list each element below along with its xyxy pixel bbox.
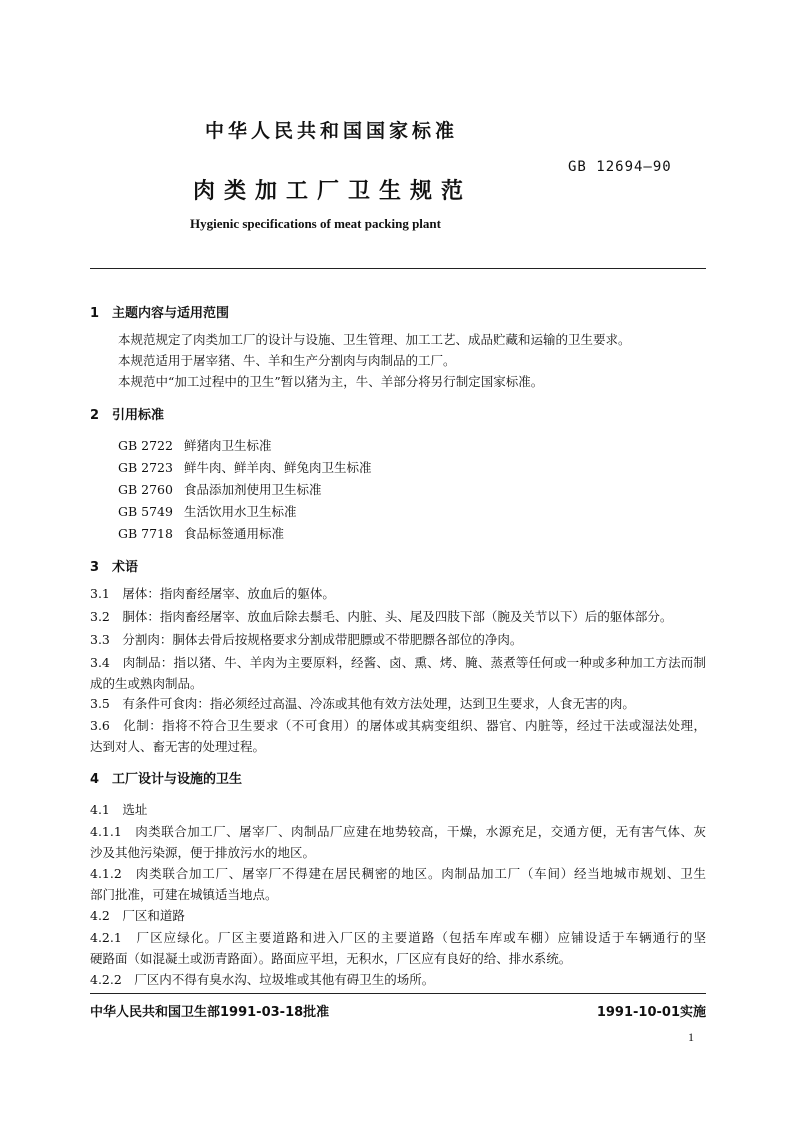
term-text-continued: 成的生或熟肉制品。: [90, 676, 203, 691]
reference-title: 食品添加剂使用卫生标准: [184, 482, 322, 497]
document-subtitle-english: Hygienic specifications of meat packing plant: [190, 216, 441, 231]
clause-text: 4.2 厂区和道路: [90, 908, 185, 923]
section-heading: 3 术语: [90, 560, 139, 575]
reference-title: 鲜牛肉、鲜羊肉、鲜兔肉卫生标准: [184, 460, 372, 475]
page-number: 1: [688, 1030, 694, 1044]
clause-4-1-2: [90, 863, 706, 905]
term-text: 3.3 分割肉：胴体去骨后按规格要求分割成带肥膘或不带肥膘各部位的净肉。: [90, 632, 523, 647]
paragraph: 本规范规定了肉类加工厂的设计与设施、卫生管理、加工工艺、成品贮藏和运输的卫生要求。: [118, 332, 631, 347]
term-text: 3.5 有条件可食肉：指必须经过高温、冷冻或其他有效方法处理，达到卫生要求，人食无害的肉。: [90, 696, 635, 711]
term-3-2: [90, 606, 706, 627]
reference-row: [118, 458, 372, 476]
clause-4-2-2: [90, 969, 706, 990]
effective-date: 1991-10-01实施: [596, 1005, 706, 1020]
term-text: 3.1 屠体：指肉畜经屠宰、放血后的躯体。: [90, 586, 335, 601]
reference-row: [118, 436, 272, 454]
section-heading: 4 工厂设计与设施的卫生: [90, 772, 243, 787]
term-3-1: [90, 583, 706, 604]
clause-text: 4.2.1 厂区应绿化。厂区主要道路和进入厂区的主要道路（包括车库或车棚）应铺设适于车辆通行的坚: [90, 930, 706, 945]
reference-title: 鲜猪肉卫生标准: [184, 438, 272, 453]
reference-code: GB 2760: [118, 482, 173, 497]
term-text: 3.2 胴体：指肉畜经屠宰、放血后除去鬃毛、内脏、头、尾及四肢下部（腕及关节以下）后的躯体部分。: [90, 609, 673, 624]
paragraph: 本规范适用于屠宰猪、牛、羊和生产分割肉与肉制品的工厂。: [118, 353, 456, 368]
clause-4-1-1: [90, 821, 706, 863]
term-3-5: [90, 693, 706, 714]
clause-text: 4.1.1 肉类联合加工厂、屠宰厂、肉制品厂应建在地势较高，干燥，水源充足，交通方便，无有害气体、灰: [90, 824, 706, 839]
reference-code: GB 7718: [118, 526, 173, 541]
header-divider: [90, 268, 706, 269]
clause-4-2: [90, 905, 706, 926]
clause-text-continued: 部门批准，可建在城镇适当地点。: [90, 887, 278, 902]
document-title: 肉类加工厂卫生规范: [193, 179, 473, 204]
reference-title: 生活饮用水卫生标准: [184, 504, 297, 519]
clause-4-1: [90, 799, 706, 820]
section-heading: 2 引用标准: [90, 408, 165, 423]
reference-row: [118, 502, 297, 520]
national-standard-title: 中华人民共和国国家标准: [205, 120, 459, 142]
reference-code: GB 5749: [118, 504, 173, 519]
term-text: 3.6 化制：指将不符合卫生要求（不可食用）的屠体或其病变组织、器官、内脏等，经过干法或湿法处理，: [90, 718, 706, 733]
term-text-continued: 达到对人、畜无害的处理过程。: [90, 739, 266, 754]
clause-text: 4.2.2 厂区内不得有臭水沟、垃圾堆或其他有碍卫生的场所。: [90, 972, 435, 987]
term-3-4: [90, 652, 706, 694]
reference-code: GB 2722: [118, 438, 173, 453]
term-text: 3.4 肉制品：指以猪、牛、羊肉为主要原料，经酱、卤、熏、烤、腌、蒸煮等任何或一种或多种加工方法而制: [90, 655, 706, 670]
clause-text-continued: 硬路面（如混凝土或沥青路面）。路面应平坦，无积水，厂区应有良好的给、排水系统。: [90, 951, 572, 966]
clause-text: 4.1.2 肉类联合加工厂、屠宰厂不得建在居民稠密的地区。肉制品加工厂（车间）经当地城市规划、卫生: [90, 866, 706, 881]
term-3-3: [90, 629, 706, 650]
reference-code: GB 2723: [118, 460, 173, 475]
clause-text: 4.1 选址: [90, 802, 148, 817]
footer-divider: [90, 993, 706, 994]
reference-row: [118, 524, 284, 542]
clause-text-continued: 沙及其他污染源，便于排放污水的地区。: [90, 845, 316, 860]
paragraph: 本规范中“加工过程中的卫生”暂以猪为主，牛、羊部分将另行制定国家标准。: [118, 374, 544, 389]
clause-4-2-1: [90, 927, 706, 969]
reference-title: 食品标签通用标准: [184, 526, 285, 541]
term-3-6: [90, 715, 706, 757]
reference-row: [118, 480, 322, 498]
approval-line: 中华人民共和国卫生部1991-03-18批准: [90, 1005, 330, 1020]
section-heading: 1 主题内容与适用范围: [90, 306, 230, 321]
standard-code: GB 12694—90: [568, 159, 672, 175]
